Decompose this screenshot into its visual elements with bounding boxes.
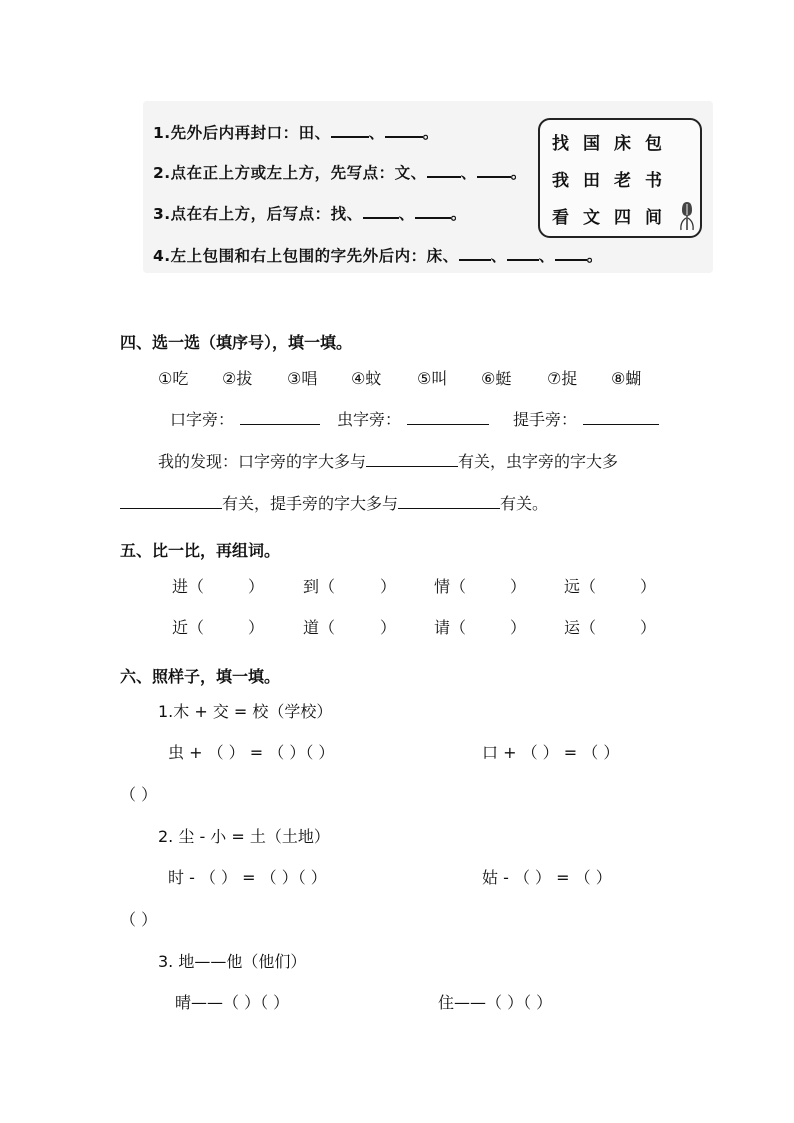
example-3: 3. 地——他（他们）: [158, 952, 307, 971]
rule-3-blank-2[interactable]: [415, 203, 451, 219]
rule-2-blank-1[interactable]: [427, 162, 461, 178]
exercise-2-line-b[interactable]: 姑 - （ ） = （ ）: [482, 868, 612, 887]
compare-yun-close: ）: [640, 618, 657, 637]
rule-3: [153, 202, 467, 224]
exercise-1-line-c[interactable]: （ ）: [120, 785, 158, 804]
rule-1-end: 。: [422, 124, 439, 142]
exercise-2-line-a[interactable]: 时 - （ ） = （ ）（ ）: [168, 868, 327, 887]
discovery-line-2: [120, 491, 548, 514]
radical-chong-answer[interactable]: [407, 408, 489, 425]
section-5-heading: 五、比一比，再组词。: [120, 541, 281, 560]
compare-jin2-close: ）: [248, 618, 265, 637]
compare-yuan-open: 远（: [564, 577, 597, 596]
discovery-blank-1[interactable]: [366, 450, 458, 467]
compare-dao2-close: ）: [380, 618, 397, 637]
radical-chong-row: [337, 407, 489, 430]
compare-dao-open: 到（: [303, 577, 336, 596]
exercise-2-line-c[interactable]: （ ）: [120, 910, 158, 929]
compare-jin-open: 进（: [172, 577, 205, 596]
radical-kou-label: 口字旁：: [170, 410, 235, 429]
exercise-1-line-b[interactable]: 口 + （ ） = （ ）: [482, 743, 620, 762]
exercise-3-line-a[interactable]: 晴——（ ）（ ）: [175, 993, 290, 1012]
rule-1-sep: 、: [368, 124, 385, 142]
compare-yuan-close: ）: [640, 577, 657, 596]
discovery-text-3: 有关，提手旁的字大多与: [222, 494, 399, 513]
compare-qing-close: ）: [510, 577, 527, 596]
compare-qing-open: 情（: [434, 577, 467, 596]
compare-dao2-open: 道（: [303, 618, 336, 637]
option-6: ⑥蜓: [481, 369, 512, 388]
compare-qing2-close: ）: [510, 618, 527, 637]
rule-3-text: 3.点在右上方，后写点：找、: [153, 205, 363, 223]
compare-jin2-open: 近（: [172, 618, 205, 637]
section-6-heading: 六、照样子，填一填。: [120, 667, 281, 686]
radical-shou-answer[interactable]: [583, 408, 659, 425]
radical-chong-label: 虫字旁：: [337, 410, 402, 429]
rule-4-sep-1: 、: [490, 247, 507, 265]
option-4: ④蚊: [351, 369, 382, 388]
compare-qing2-open: 请（: [434, 618, 467, 637]
rule-2-blank-2[interactable]: [477, 162, 511, 178]
exercise-3-line-b[interactable]: 住——（ ）（ ）: [438, 993, 553, 1012]
tulip-icon: [676, 200, 698, 232]
radical-kou-row: [170, 407, 320, 430]
compare-yun-open: 运（: [564, 618, 597, 637]
discovery-text-2: 有关，虫字旁的字大多: [458, 452, 619, 471]
radical-shou-label: 提手旁：: [513, 410, 578, 429]
rule-4: [153, 244, 603, 266]
discovery-text-4: 有关。: [500, 494, 549, 513]
discovery-blank-3[interactable]: [398, 492, 500, 509]
rule-1-blank-2[interactable]: [385, 122, 423, 138]
rule-4-text: 4.左上包围和右上包围的字先外后内：床、: [153, 247, 459, 265]
rule-4-blank-3[interactable]: [555, 245, 587, 261]
compare-dao-close: ）: [380, 577, 397, 596]
option-3: ③唱: [287, 369, 318, 388]
rule-4-blank-1[interactable]: [459, 245, 491, 261]
rule-4-blank-2[interactable]: [507, 245, 539, 261]
discovery-text-1: 我的发现：口字旁的字大多与: [158, 452, 367, 471]
discovery-line-1: [158, 449, 618, 472]
radical-kou-answer[interactable]: [240, 408, 320, 425]
radical-shou-row: [513, 407, 659, 430]
rule-3-end: 。: [450, 205, 467, 223]
char-row-3: 看文四间: [552, 208, 676, 228]
rule-4-end: 。: [586, 247, 603, 265]
rule-2-end: 。: [510, 164, 527, 182]
compare-jin-close: ）: [248, 577, 265, 596]
exercise-1-line-a[interactable]: 虫 + （ ） = （ ）（ ）: [168, 743, 335, 762]
rule-2: [153, 161, 527, 183]
rule-2-sep: 、: [460, 164, 477, 182]
option-8: ⑧蝴: [611, 369, 642, 388]
discovery-blank-2[interactable]: [120, 492, 222, 509]
char-row-2: 我田老书: [552, 171, 676, 191]
rule-4-sep-2: 、: [538, 247, 555, 265]
rule-2-text: 2.点在正上方或左上方，先写点：文、: [153, 164, 427, 182]
rule-1-blank-1[interactable]: [331, 122, 369, 138]
rule-1-text: 1.先外后内再封口：田、: [153, 124, 331, 142]
rule-3-blank-1[interactable]: [363, 203, 399, 219]
option-5: ⑤叫: [417, 369, 448, 388]
example-2: 2. 尘 - 小 = 土（土地）: [158, 827, 330, 846]
option-1: ①吃: [158, 369, 189, 388]
section-4-heading: 四、选一选（填序号），填一填。: [120, 333, 353, 352]
option-2: ②拔: [222, 369, 253, 388]
example-1: 1.木 + 交 = 校（学校）: [158, 702, 333, 721]
rule-1: [153, 121, 439, 143]
char-row-1: 找国床包: [552, 134, 676, 154]
option-7: ⑦捉: [547, 369, 578, 388]
rule-3-sep: 、: [398, 205, 415, 223]
